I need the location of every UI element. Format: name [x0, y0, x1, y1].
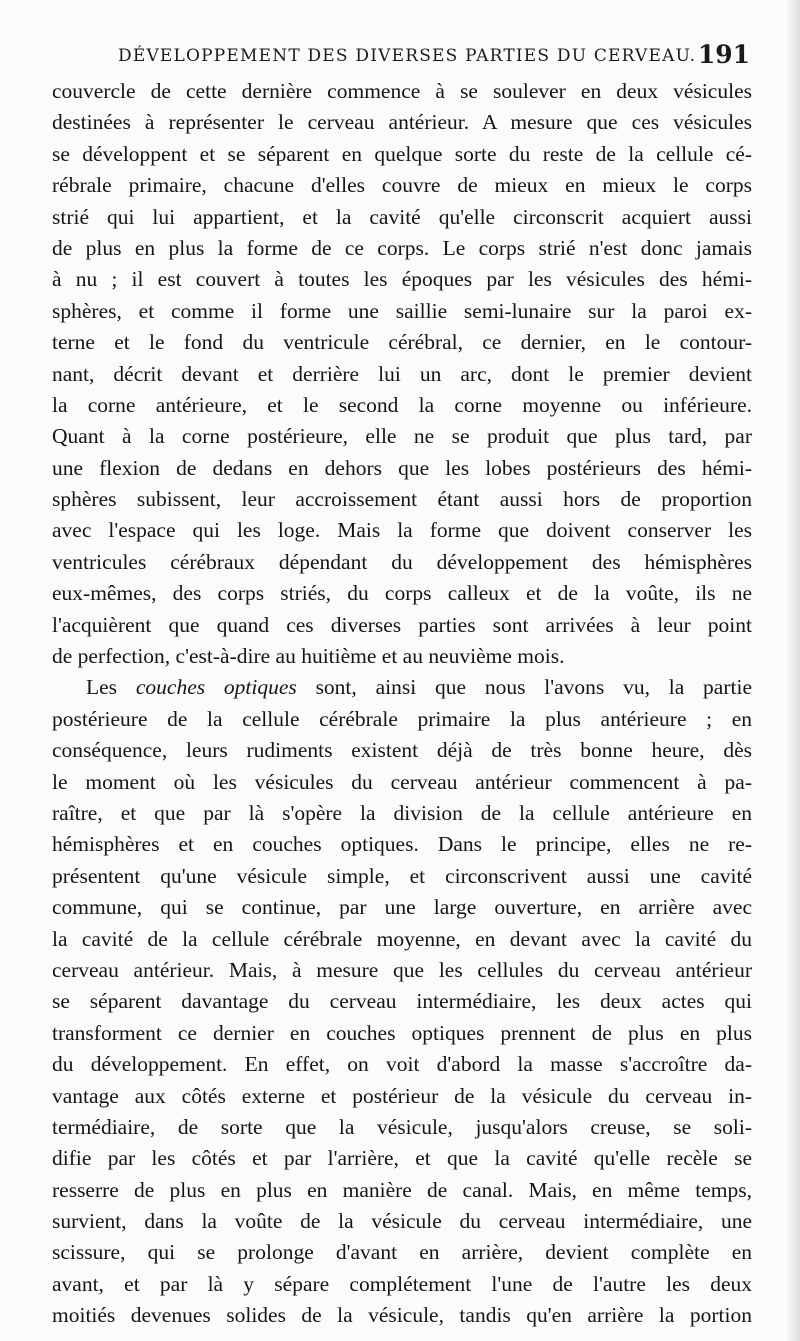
text-line: sphères, et comme il forme une saillie semi-lunaire sur la paroi ex-	[52, 298, 752, 323]
text-run: sont, ainsi que nous l'avons vu, la partie	[296, 675, 752, 700]
text-line: de perfection, c'est-à-dire au huitième et au neuvième mois.	[52, 644, 565, 669]
text-line: l'acquièrent que quand ces diverses parties sont arrivées à leur point	[52, 612, 752, 637]
text-line: hémisphères et en couches optiques. Dans le principe, elles ne re-	[52, 832, 752, 857]
text-line: ventricules cérébraux dépendant du développement des hémisphères	[52, 549, 752, 574]
text-line: scissure, qui se prolonge d'avant en arrière, devient complète en	[52, 1240, 752, 1265]
text-line: avant, et par là y sépare complétement l'une de l'autre les deux	[52, 1271, 752, 1296]
page-header	[118, 40, 758, 74]
text-line: sphères subissent, leur accroissement étant aussi hors de proportion	[52, 487, 752, 512]
page-number: 191	[697, 40, 750, 69]
text-line: resserre de plus en plus en manière de canal. Mais, en même temps,	[52, 1177, 752, 1202]
italic-term: couches optiques	[135, 675, 297, 700]
text-line: de plus en plus la forme de ce corps. Le corps strié n'est donc jamais	[52, 235, 752, 260]
text-line: se séparent davantage du cerveau intermédiaire, les deux actes qui	[52, 989, 752, 1014]
text-line: se développent et se séparent en quelque sorte du reste de la cellule cé-	[52, 141, 752, 166]
text-line: couvercle de cette dernière commence à se soulever en deux vésicules	[52, 79, 752, 103]
text-line: Quant à la corne postérieure, elle ne se produit que plus tard, par	[52, 424, 752, 449]
text-line: postérieure de la cellule cérébrale primaire la plus antérieure ; en	[52, 706, 752, 731]
text-line: nant, décrit devant et derrière lui un arc, dont le premier devient	[52, 361, 752, 386]
text-line: avec l'espace qui les loge. Mais la forme que doivent conserver les	[52, 518, 752, 543]
text-line: la corne antérieure, et le second la corne moyenne ou inférieure.	[52, 392, 752, 417]
text-line: vantage aux côtés externe et postérieur de la vésicule du cerveau in-	[52, 1083, 752, 1108]
text-line: transforment ce dernier en couches optiques prennent de plus en plus	[52, 1020, 752, 1045]
text-line: survient, dans la voûte de la vésicule du cerveau intermédiaire, une	[52, 1209, 752, 1234]
text-line: la cavité de la cellule cérébrale moyenne, en devant avec la cavité du	[52, 926, 752, 951]
text-line: destinées à représenter le cerveau antérieur. A mesure que ces vésicules	[52, 110, 752, 135]
text-line: le moment où les vésicules du cerveau antérieur commencent à pa-	[52, 769, 752, 794]
text-line: commune, qui se continue, par une large ouverture, en arrière avec	[52, 895, 752, 920]
text-line: cerveau antérieur. Mais, à mesure que les cellules du cerveau antérieur	[52, 957, 752, 982]
body-text	[52, 76, 752, 1332]
running-head: DÉVELOPPEMENT DES DIVERSES PARTIES DU CERVEAU.	[118, 46, 697, 66]
text-line	[52, 672, 752, 703]
text-line: à nu ; il est couvert à toutes les époques par les vésicules des hémi-	[52, 267, 752, 292]
paragraph-2	[52, 672, 752, 1331]
text-line: termédiaire, de sorte que la vésicule, jusqu'alors creuse, se soli-	[52, 1114, 752, 1139]
text-line: difie par les côtés et par l'arrière, et que la cavité qu'elle recèle se	[52, 1146, 752, 1171]
paragraph-1	[52, 76, 752, 672]
text-line: conséquence, leurs rudiments existent déjà de très bonne heure, dès	[52, 738, 752, 763]
text-line: une flexion de dedans en dehors que les lobes postérieurs des hémi-	[52, 455, 752, 480]
text-line: rébrale primaire, chacune d'elles couvre de mieux en mieux le corps	[52, 173, 752, 198]
text-line: strié qui lui appartient, et la cavité qu'elle circonscrit acquiert aussi	[52, 204, 752, 229]
text-line: raître, et que par là s'opère la division de la cellule antérieure en	[52, 800, 752, 825]
text-line: du développement. En effet, on voit d'abord la masse s'accroître da-	[52, 1052, 752, 1077]
text-line: moitiés devenues solides de la vésicule, tandis qu'en arrière la portion	[52, 1303, 752, 1328]
text-run: Les	[86, 675, 136, 700]
page-edge-shadow	[786, 0, 800, 1341]
text-line: présentent qu'une vésicule simple, et circonscrivent aussi une cavité	[52, 863, 752, 888]
text-line: eux-mêmes, des corps striés, du corps calleux et de la voûte, ils ne	[52, 581, 752, 606]
text-line: terne et le fond du ventricule cérébral, ce dernier, en le contour-	[52, 330, 752, 355]
